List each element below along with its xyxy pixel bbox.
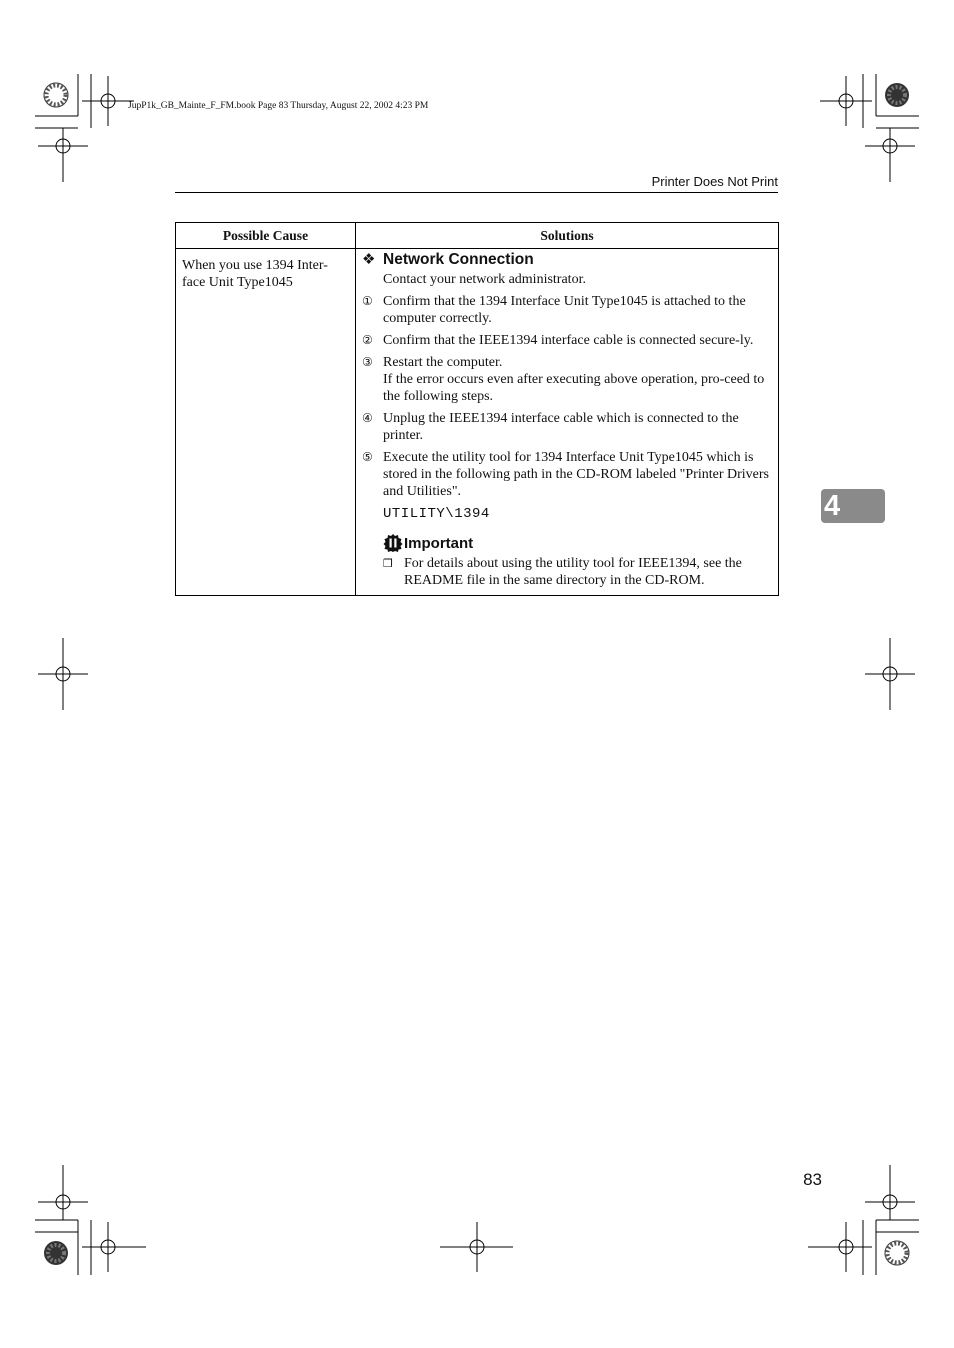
chapter-tab-number: 4: [824, 490, 841, 522]
network-connection-label: Network Connection: [383, 251, 534, 268]
important-icon: [383, 534, 403, 552]
step-number: ③: [362, 355, 373, 369]
checkbox-bullet-icon: ❒: [383, 557, 393, 570]
cause-cell: When you use 1394 Inter-face Unit Type1045: [176, 249, 356, 596]
step-item: [362, 410, 772, 444]
chapter-tab: [821, 489, 885, 523]
diamond-bullet-icon: ❖: [362, 251, 376, 268]
step-text: Execute the utility tool for 1394 Interface Unit Type1045 which is stored in the following path in the CD-ROM labeled "Printer Drivers and Utilities".: [383, 450, 769, 499]
step-text: Restart the computer.: [383, 355, 503, 370]
table-header-row: [176, 223, 779, 249]
step-item: [362, 354, 772, 405]
important-note-text: For details about using the utility tool for IEEE1394, see the README file in the same directory in the CD-ROM.: [404, 556, 742, 588]
column-header-solutions: Solutions: [356, 223, 779, 249]
step-item: [362, 332, 772, 349]
step-item: [362, 293, 772, 327]
step-text: Confirm that the IEEE1394 interface cable is connected secure-ly.: [383, 333, 754, 348]
important-note: [362, 555, 772, 589]
step-number: ②: [362, 333, 373, 347]
troubleshooting-table: [175, 222, 779, 596]
important-heading: [362, 534, 772, 552]
step-text: Unplug the IEEE1394 interface cable which is connected to the printer.: [383, 411, 739, 443]
network-connection-heading: [362, 251, 772, 269]
header-rule: [175, 192, 778, 193]
important-label: Important: [404, 534, 474, 552]
step-number: ⑤: [362, 450, 373, 464]
solutions-cell: [356, 249, 779, 596]
utility-path: UTILITY\1394: [383, 506, 490, 522]
print-info-line: JupP1k_GB_Mainte_F_FM.book Page 83 Thursday, August 22, 2002 4:23 PM: [128, 101, 429, 111]
page-number: 83: [803, 1170, 822, 1189]
running-header-title: Printer Does Not Print: [651, 174, 778, 189]
step-number: ④: [362, 411, 373, 425]
step-number: ①: [362, 294, 373, 308]
step-text-group: [383, 354, 772, 405]
step-text: Confirm that the 1394 Interface Unit Type1045 is attached to the computer correctly.: [383, 294, 746, 326]
network-connection-text: Contact your network administrator.: [383, 272, 586, 287]
column-header-possible-cause: Possible Cause: [176, 223, 356, 249]
table-row: [176, 249, 779, 596]
step-item: [362, 449, 772, 500]
step-extra-text: If the error occurs even after executing above operation, pro-ceed to the following steps.: [383, 372, 765, 404]
